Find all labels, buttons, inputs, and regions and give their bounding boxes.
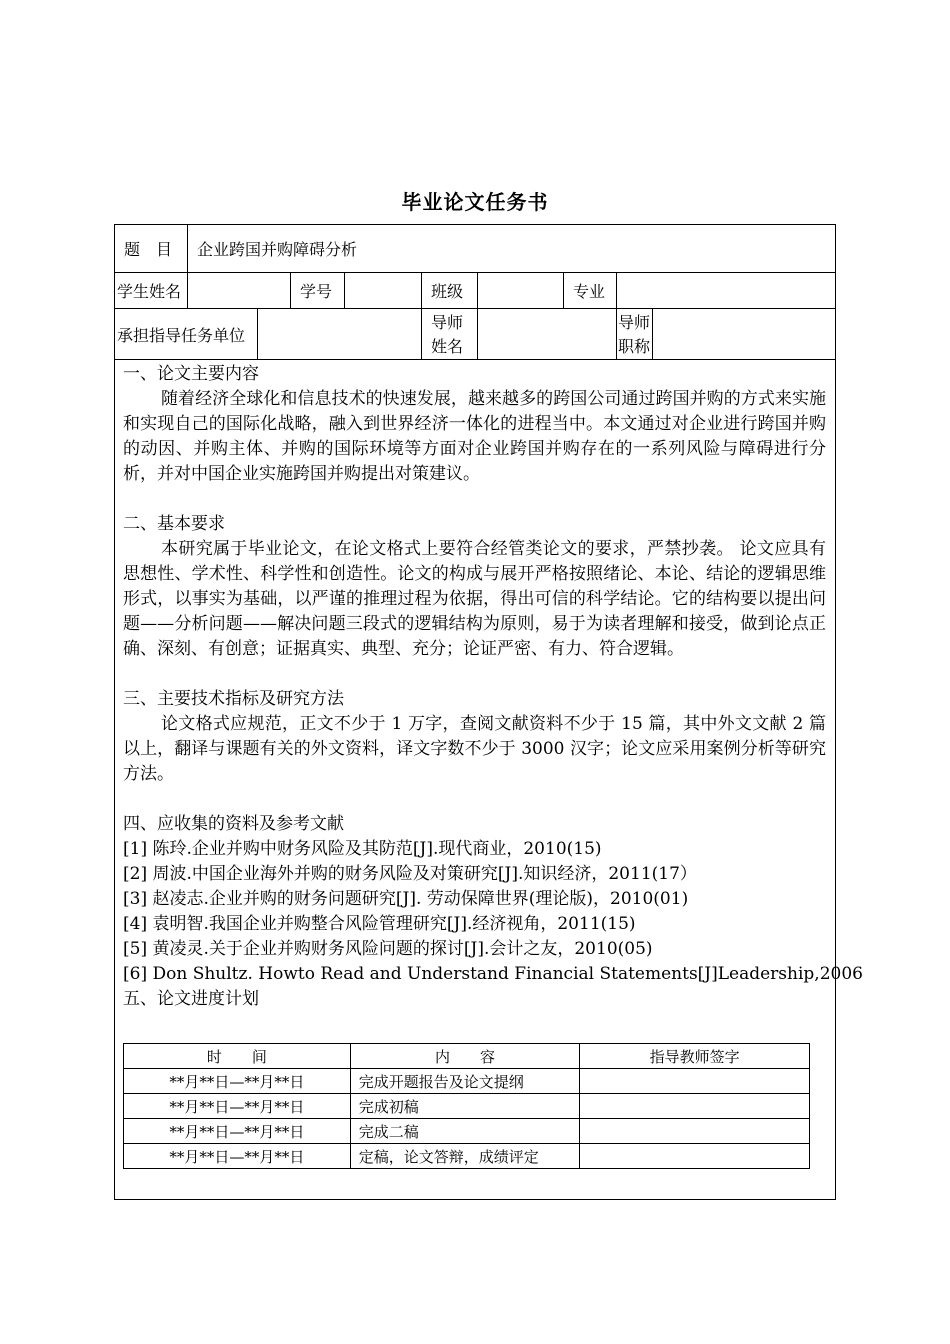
advisor-name-label-1: 导师 [431, 313, 464, 332]
plan-content: 定稿，论文答辩，成绩评定 [350, 1144, 580, 1169]
col-divider-2 [290, 272, 291, 308]
task-body [123, 362, 863, 1012]
col-divider-topic [187, 224, 188, 308]
table-row [124, 1119, 810, 1144]
row-divider-3 [114, 359, 836, 360]
section-1-text: 随着经济全球化和信息技术的快速发展，越来越多的跨国公司通过跨国并购的方式来实施和实现自己的国际化战略，融入到世界经济一体化的进程当中。本文通过对企业进行跨国并购的动因、并购主体、并购的国际环境等方面对企业跨国并购存在的一系列风险与障碍进行分析，并对中国企业实施跨国并购提出对策建议。 [123, 389, 826, 484]
topic-label: 题 目 [124, 240, 173, 259]
unit-label: 承担指导任务单位 [117, 326, 246, 345]
reference-1: [1] 陈玲.企业并购中财务风险及其防范[J].现代商业，2010(15) [123, 839, 602, 859]
reference-2: [2] 周波.中国企业海外并购的财务风险及对策研究[J].知识经济，2011(17） [123, 864, 697, 884]
class-label: 班级 [431, 282, 464, 301]
plan-sign [580, 1144, 810, 1169]
page-title: 毕业论文任务书 [401, 190, 549, 214]
section-2-text: 本研究属于毕业论文，在论文格式上要符合经管类论文的要求，严禁抄袭。 论文应具有思想性、学术性、科学性和创造性。论文的构成与展开严格按照绪论、本论、结论的逻辑思维形式，以事实为基础，以严谨的推理过程为依据，得出可信的科学结论。它的结构要以提出问题——分析问题——解决问题三段式的逻辑结构为原则，易于为读者理解和接受，做到论点正确、深刻、有创意；证据真实、典型、充分；论证严密、有力、符合逻辑。 [123, 539, 826, 659]
col-divider-8 [652, 308, 653, 359]
section-3-heading: 三、主要技术指标及研究方法 [123, 689, 344, 709]
student-name-label: 学生姓名 [117, 282, 182, 301]
reference-4: [4] 袁明智.我国企业并购整合风险管理研究[J].经济视角，2011(15) [123, 914, 636, 934]
section-1-heading: 一、论文主要内容 [123, 364, 259, 384]
plan-time: **月**日—**月**日 [124, 1119, 351, 1144]
row-divider-1 [114, 272, 836, 273]
col-divider-7 [616, 272, 617, 359]
table-row [124, 1069, 810, 1094]
plan-header-time: 时 间 [124, 1044, 351, 1069]
col-divider-6 [563, 272, 564, 308]
plan-content: 完成初稿 [350, 1094, 580, 1119]
section-2-heading: 二、基本要求 [123, 514, 225, 534]
plan-content: 完成二稿 [350, 1119, 580, 1144]
table-row [124, 1144, 810, 1169]
section-4-heading: 四、应收集的资料及参考文献 [123, 814, 344, 834]
table-row [124, 1094, 810, 1119]
plan-header-sign: 指导教师签字 [580, 1044, 810, 1069]
col-divider-3 [344, 272, 345, 308]
reference-3: [3] 赵凌志.企业并购的财务问题研究[J]. 劳动保障世界(理论版)，2010(01) [123, 889, 689, 909]
reference-5: [5] 黄凌灵.关于企业并购财务风险问题的探讨[J].会计之友，2010(05) [123, 939, 653, 959]
plan-time: **月**日—**月**日 [124, 1144, 351, 1169]
plan-sign [580, 1069, 810, 1094]
plan-header-row [124, 1044, 810, 1069]
major-label: 专业 [573, 282, 606, 301]
plan-content: 完成开题报告及论文提纲 [350, 1069, 580, 1094]
student-id-label: 学号 [300, 282, 333, 301]
advisor-name-label-2: 姓名 [431, 337, 464, 356]
topic-value: 企业跨国并购障碍分析 [197, 240, 358, 259]
plan-header-content: 内 容 [350, 1044, 580, 1069]
advisor-title-label-2: 职称 [618, 337, 651, 356]
col-divider-4 [421, 272, 422, 359]
section-3-text: 论文格式应规范，正文不少于 1 万字，查阅文献资料不少于 15 篇，其中外文文献 2 篇以上，翻译与课题有关的外文资料，译文字数不少于 3000 汉字；论文应采用案例分析等研究方法。 [123, 714, 826, 784]
plan-time: **月**日—**月**日 [124, 1069, 351, 1094]
reference-6: [6] Don Shultz. Howto Read and Understand Financial Statements[J]Leadership,2006 [123, 964, 863, 984]
advisor-title-label-1: 导师 [618, 313, 651, 332]
plan-sign [580, 1119, 810, 1144]
col-divider-5 [477, 272, 478, 359]
section-5-heading: 五、论文进度计划 [123, 989, 259, 1009]
col-divider-unit [257, 308, 258, 359]
plan-sign [580, 1094, 810, 1119]
row-divider-2 [114, 308, 836, 309]
progress-plan-table [123, 1043, 810, 1169]
plan-time: **月**日—**月**日 [124, 1094, 351, 1119]
